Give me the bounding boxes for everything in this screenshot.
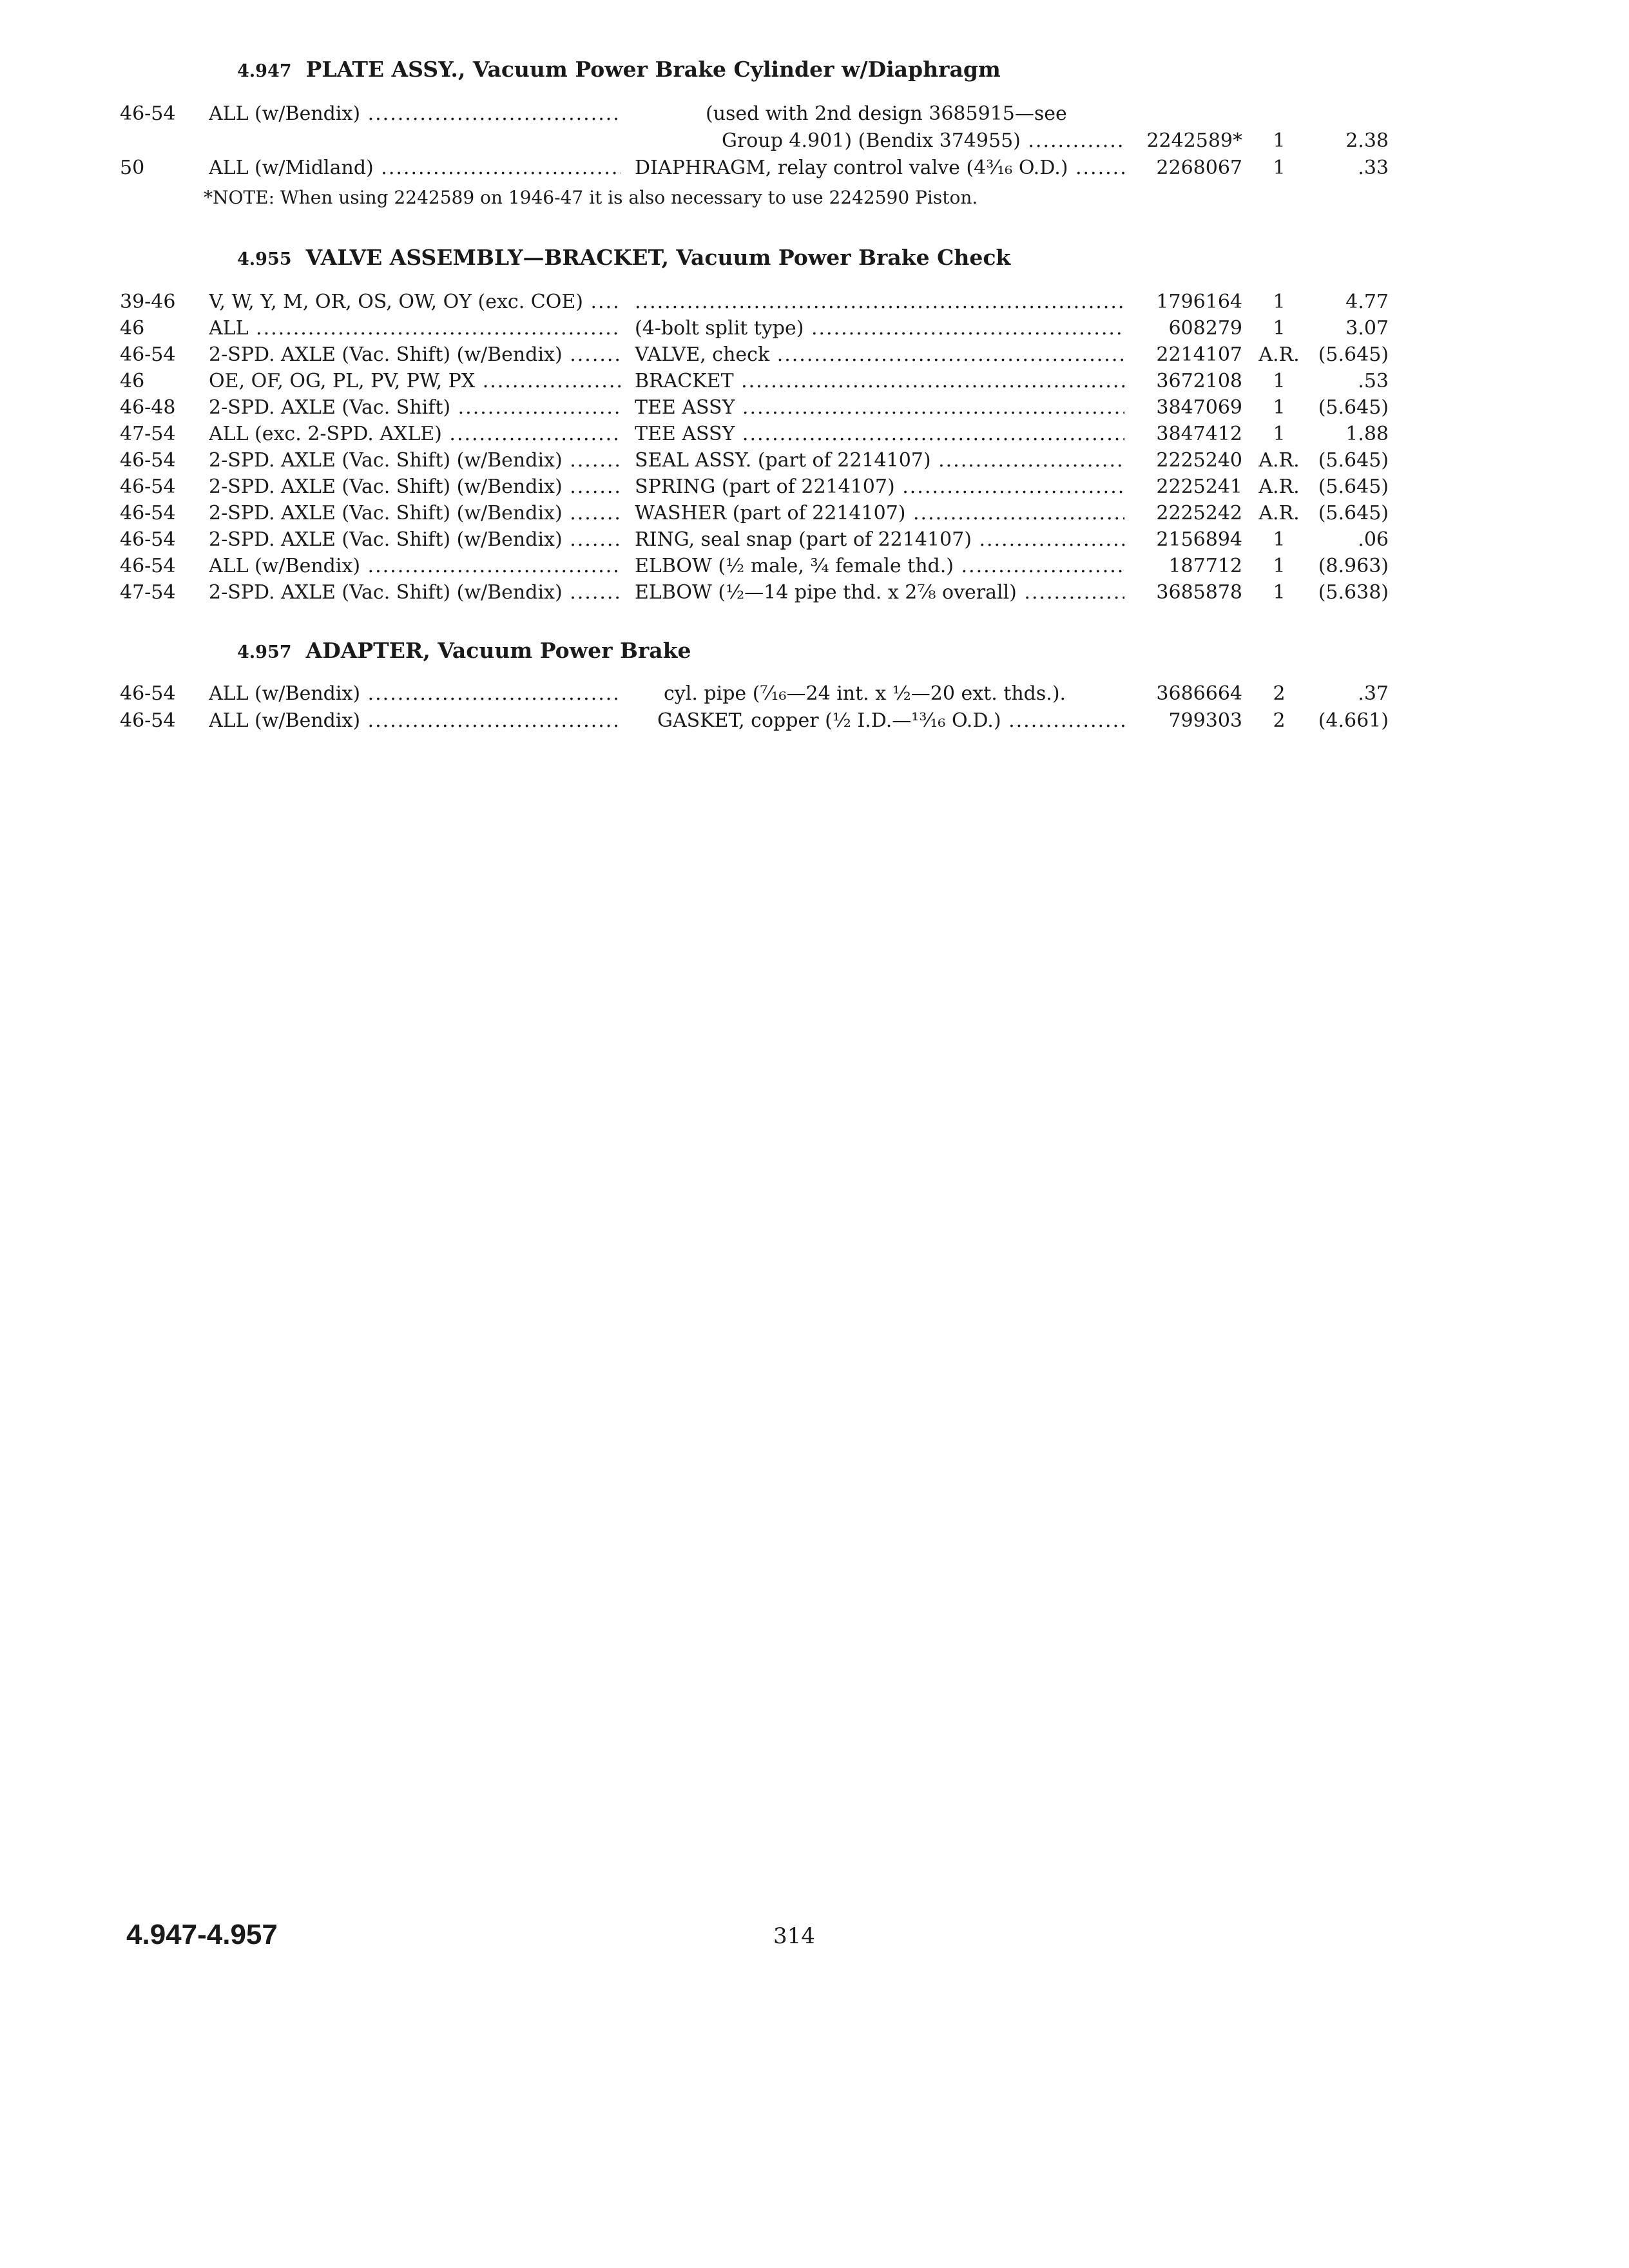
part-number-cell: 2214107 — [1156, 343, 1242, 366]
model-cell: 2-SPD. AXLE (Vac. Shift) (w/Bendix) ..... — [209, 526, 621, 553]
price-cell: (5.645) — [1318, 449, 1389, 472]
desc-cell — [635, 289, 1124, 316]
year-cell: 46-54 — [120, 476, 176, 498]
part-number-cell: 2225241 — [1156, 476, 1242, 498]
section-title-4957 — [237, 638, 691, 663]
desc-cell: RING, seal snap (part of 2214107) ..... — [635, 526, 1124, 553]
part-number-cell: 2225240 — [1156, 449, 1242, 472]
qty-cell: 1 — [1273, 291, 1286, 313]
price-cell: (5.645) — [1318, 343, 1389, 366]
model-cell: ALL (exc. 2-SPD. AXLE) ..... — [209, 421, 621, 448]
year-cell: 46-54 — [120, 682, 176, 705]
table-row — [0, 155, 1629, 182]
part-number-cell: 2225242 — [1156, 502, 1242, 524]
part-number-cell: 3685878 — [1156, 581, 1242, 604]
price-cell: (4.661) — [1318, 709, 1389, 732]
table-row — [0, 315, 1629, 342]
desc-cell: VALVE, check ..... — [635, 341, 1124, 369]
desc-cell: BRACKET ..... — [635, 368, 1124, 395]
section-heading: VALVE ASSEMBLY—BRACKET, Vacuum Power Brake Check — [305, 245, 1011, 270]
price-cell: (8.963) — [1318, 555, 1389, 577]
part-number-cell: 799303 — [1168, 709, 1242, 732]
footer-section-range: 4.947-4.957 — [126, 1919, 278, 1950]
desc-cell: ELBOW (½ male, ¾ female thd.) ..... — [635, 553, 1124, 580]
desc-cell: ELBOW (½—14 pipe thd. x 2⅞ overall) ..... — [635, 579, 1124, 606]
qty-cell: 2 — [1273, 709, 1286, 732]
price-cell: 3.07 — [1345, 317, 1389, 340]
qty-cell: A.R. — [1258, 476, 1300, 498]
table-row — [0, 368, 1629, 395]
desc-cell: GASKET, copper (½ I.D.—¹³⁄₁₆ O.D.) ..... — [657, 707, 1124, 735]
table-row — [0, 500, 1629, 527]
desc-cell: TEE ASSY ..... — [635, 421, 1124, 448]
model-cell: 2-SPD. AXLE (Vac. Shift) (w/Bendix) ..... — [209, 500, 621, 527]
year-cell: 46 — [120, 317, 145, 340]
model-cell: ALL (w/Bendix) ..... — [209, 680, 621, 707]
year-cell: 39-46 — [120, 291, 176, 313]
qty-cell: 1 — [1273, 370, 1286, 392]
price-cell: 2.38 — [1345, 130, 1389, 152]
year-cell: 46-54 — [120, 502, 176, 524]
model-cell: ALL (w/Midland) ..... — [209, 155, 621, 182]
table-row — [0, 447, 1629, 474]
year-cell: 46-48 — [120, 396, 176, 419]
table-row — [0, 474, 1629, 501]
desc-cell: DIAPHRAGM, relay control valve (4³⁄₁₆ O.D.) ..... — [635, 155, 1124, 182]
desc-cell: (4-bolt split type) ..... — [635, 315, 1124, 342]
qty-cell: A.R. — [1258, 449, 1300, 472]
price-cell: .37 — [1358, 682, 1389, 705]
part-number-cell: 608279 — [1168, 317, 1242, 340]
part-number-cell: 3672108 — [1156, 370, 1242, 392]
qty-cell: 1 — [1273, 528, 1286, 551]
part-number-cell: 3686664 — [1156, 682, 1242, 705]
price-cell: 1.88 — [1345, 423, 1389, 445]
table-row — [0, 579, 1629, 606]
price-cell: .06 — [1358, 528, 1389, 551]
table-row — [0, 707, 1629, 735]
section-note: *NOTE: When using 2242589 on 1946-47 it is also necessary to use 2242590 Piston. — [204, 187, 978, 208]
desc-cell: TEE ASSY ..... — [635, 394, 1124, 421]
year-cell: 46-54 — [120, 449, 176, 472]
section-number: 4.955 — [237, 249, 292, 269]
table-row — [0, 341, 1629, 369]
section-number: 4.947 — [237, 61, 292, 81]
section-heading: PLATE ASSY., Vacuum Power Brake Cylinder w/Diaphragm — [305, 57, 1001, 82]
model-cell: 2-SPD. AXLE (Vac. Shift) (w/Bendix) ..... — [209, 579, 621, 606]
model-cell: V, W, Y, M, OR, OS, OW, OY (exc. COE) ..... — [209, 289, 621, 316]
table-row-continuation — [0, 128, 1629, 155]
desc-cell: cyl. pipe (⁷⁄₁₆—24 int. x ½—20 ext. thds.). — [664, 682, 1066, 705]
footer-page-number: 314 — [773, 1923, 815, 1949]
part-number-cell: 2268067 — [1156, 157, 1242, 179]
qty-cell: 1 — [1273, 581, 1286, 604]
qty-cell: 1 — [1273, 396, 1286, 419]
year-cell: 47-54 — [120, 423, 176, 445]
part-number-cell: 2156894 — [1156, 528, 1242, 551]
price-cell: 4.77 — [1345, 291, 1389, 313]
section-number: 4.957 — [237, 642, 292, 662]
qty-cell: 1 — [1273, 317, 1286, 340]
part-number-cell: 3847069 — [1156, 396, 1242, 419]
model-cell: ALL (w/Bendix) ..... — [209, 553, 621, 580]
year-cell: 46-54 — [120, 709, 176, 732]
model-cell: 2-SPD. AXLE (Vac. Shift) (w/Bendix) ..... — [209, 447, 621, 474]
table-row — [0, 526, 1629, 553]
table-row — [0, 421, 1629, 448]
section-title-4955 — [237, 245, 1010, 270]
price-cell: .33 — [1358, 157, 1389, 179]
qty-cell: A.R. — [1258, 502, 1300, 524]
price-cell: (5.638) — [1318, 581, 1389, 604]
table-row — [0, 289, 1629, 316]
part-number-cell: 2242589* — [1146, 130, 1242, 152]
table-row — [0, 680, 1629, 707]
year-cell: 46-54 — [120, 343, 176, 366]
model-cell: ALL (w/Bendix) ..... — [209, 707, 621, 735]
table-row — [0, 553, 1629, 580]
section-title-4947 — [237, 57, 1001, 82]
part-number-cell: 3847412 — [1156, 423, 1242, 445]
price-cell: (5.645) — [1318, 396, 1389, 419]
price-cell: (5.645) — [1318, 476, 1389, 498]
desc-cell: SEAL ASSY. (part of 2214107) ..... — [635, 447, 1124, 474]
desc-cell: Group 4.901) (Bendix 374955) ..... — [722, 128, 1124, 155]
qty-cell: 1 — [1273, 130, 1286, 152]
part-number-cell: 1796164 — [1156, 291, 1242, 313]
year-cell: 46-54 — [120, 555, 176, 577]
part-number-cell: 187712 — [1168, 555, 1242, 577]
qty-cell: 1 — [1273, 423, 1286, 445]
model-cell: ALL (w/Bendix) ..... — [209, 101, 621, 128]
model-cell: 2-SPD. AXLE (Vac. Shift) ..... — [209, 394, 621, 421]
price-cell: (5.645) — [1318, 502, 1389, 524]
qty-cell: 1 — [1273, 555, 1286, 577]
year-cell: 50 — [120, 157, 145, 179]
model-cell: OE, OF, OG, PL, PV, PW, PX ..... — [209, 368, 621, 395]
year-cell: 46-54 — [120, 528, 176, 551]
price-cell: .53 — [1358, 370, 1389, 392]
year-cell: 47-54 — [120, 581, 176, 604]
year-cell: 46-54 — [120, 102, 176, 125]
model-cell: ALL ..... — [209, 315, 621, 342]
desc-cell: WASHER (part of 2214107) ..... — [635, 500, 1124, 527]
section-heading: ADAPTER, Vacuum Power Brake — [305, 638, 691, 663]
year-cell: 46 — [120, 370, 145, 392]
desc-cell-line1: (used with 2nd design 3685915—see — [706, 102, 1067, 125]
desc-cell: SPRING (part of 2214107) ..... — [635, 474, 1124, 501]
qty-cell: 1 — [1273, 157, 1286, 179]
table-row — [0, 394, 1629, 421]
model-cell: 2-SPD. AXLE (Vac. Shift) (w/Bendix) ..... — [209, 474, 621, 501]
model-cell: 2-SPD. AXLE (Vac. Shift) (w/Bendix) ..... — [209, 341, 621, 369]
qty-cell: A.R. — [1258, 343, 1300, 366]
qty-cell: 2 — [1273, 682, 1286, 705]
